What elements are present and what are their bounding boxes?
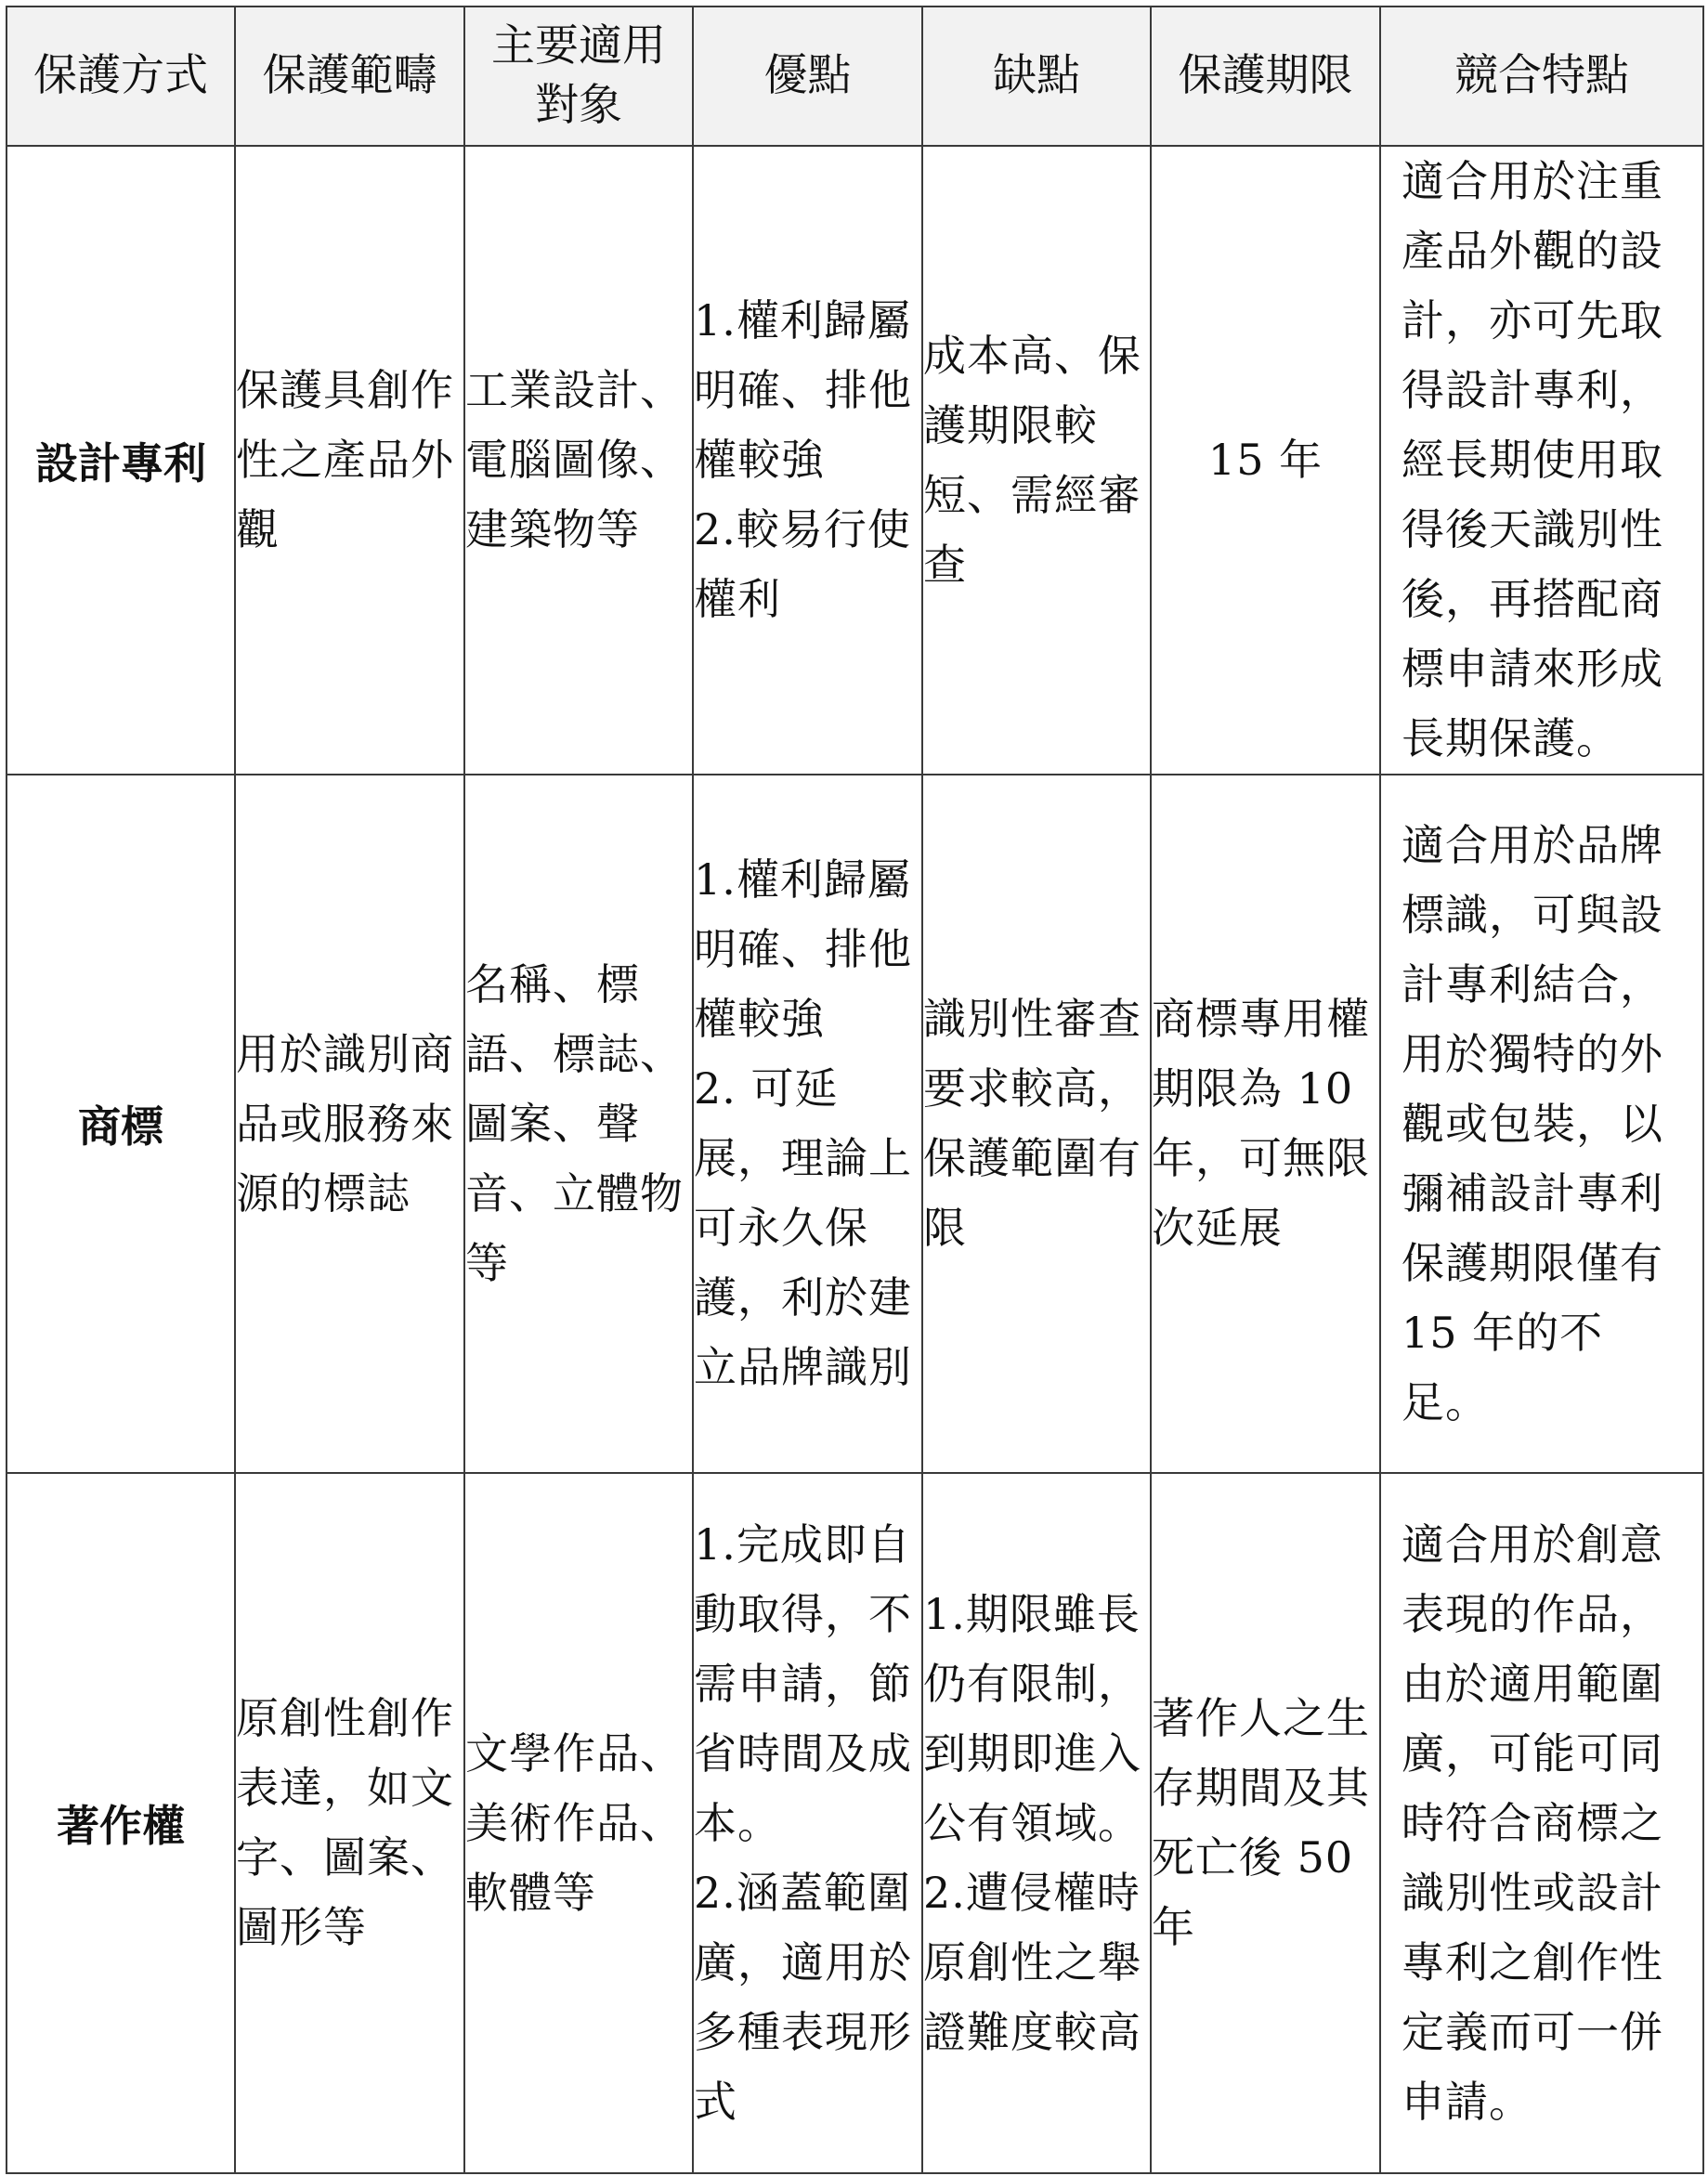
cell-term: 15 年 — [1151, 146, 1380, 775]
cell-interplay: 適合用於創意表現的作品，由於適用範圍廣，可能可同時符合商標之識別性或設計專利之創作性定義而可一併申請。 — [1380, 1473, 1703, 2173]
cell-interplay: 適合用於品牌標識，可與設計專利結合，用於獨特的外觀或包裝，以彌補設計專利保護期限僅有 15 年的不足。 — [1380, 775, 1703, 1473]
cell-subjects: 工業設計、電腦圖像、建築物等 — [464, 146, 693, 775]
header-row — [7, 7, 1703, 146]
cell-scope: 保護具創作性之產品外觀 — [235, 146, 464, 775]
ip-protection-comparison-table — [6, 6, 1704, 2174]
row-header-copyright: 著作權 — [7, 1473, 235, 2173]
cell-subjects: 名稱、標語、標誌、圖案、聲音、立體物等 — [464, 775, 693, 1473]
row-header-design-patent: 設計專利 — [7, 146, 235, 775]
table-row-trademark — [7, 775, 1703, 1473]
cell-advantages: 1.權利歸屬明確、排他權較強 2.較易行使權利 — [693, 146, 922, 775]
cell-disadvantages: 1.期限雖長仍有限制，到期即進入公有領域。 2.遭侵權時原創性之舉證難度較高 — [922, 1473, 1151, 2173]
table-row-design-patent — [7, 146, 1703, 775]
cell-disadvantages: 識別性審查要求較高，保護範圍有限 — [922, 775, 1151, 1473]
cell-advantages: 1.權利歸屬明確、排他權較強 2. 可延展，理論上可永久保護，利於建立品牌識別 — [693, 775, 922, 1473]
row-header-trademark: 商標 — [7, 775, 235, 1473]
cell-scope: 原創性創作表達，如文字、圖案、圖形等 — [235, 1473, 464, 2173]
header-protection-term: 保護期限 — [1151, 7, 1380, 146]
cell-term: 商標專用權期限為 10 年，可無限次延展 — [1151, 775, 1380, 1473]
header-protection-scope: 保護範疇 — [235, 7, 464, 146]
header-protection-method: 保護方式 — [7, 7, 235, 146]
cell-scope: 用於識別商品或服務來源的標誌 — [235, 775, 464, 1473]
cell-interplay: 適合用於注重產品外觀的設計，亦可先取得設計專利，經長期使用取得後天識別性後，再搭配商標申請來形成長期保護。 — [1380, 146, 1703, 775]
header-applicable-subjects: 主要適用 對象 — [464, 7, 693, 146]
header-disadvantages: 缺點 — [922, 7, 1151, 146]
table-row-copyright — [7, 1473, 1703, 2173]
cell-disadvantages: 成本高、保護期限較短、需經審查 — [922, 146, 1151, 775]
cell-term: 著作人之生存期間及其死亡後 50 年 — [1151, 1473, 1380, 2173]
cell-advantages: 1.完成即自動取得，不需申請，節省時間及成本。 2.涵蓋範圍廣，適用於多種表現形式 — [693, 1473, 922, 2173]
cell-subjects: 文學作品、美術作品、軟體等 — [464, 1473, 693, 2173]
header-interplay: 競合特點 — [1380, 7, 1703, 146]
header-advantages: 優點 — [693, 7, 922, 146]
